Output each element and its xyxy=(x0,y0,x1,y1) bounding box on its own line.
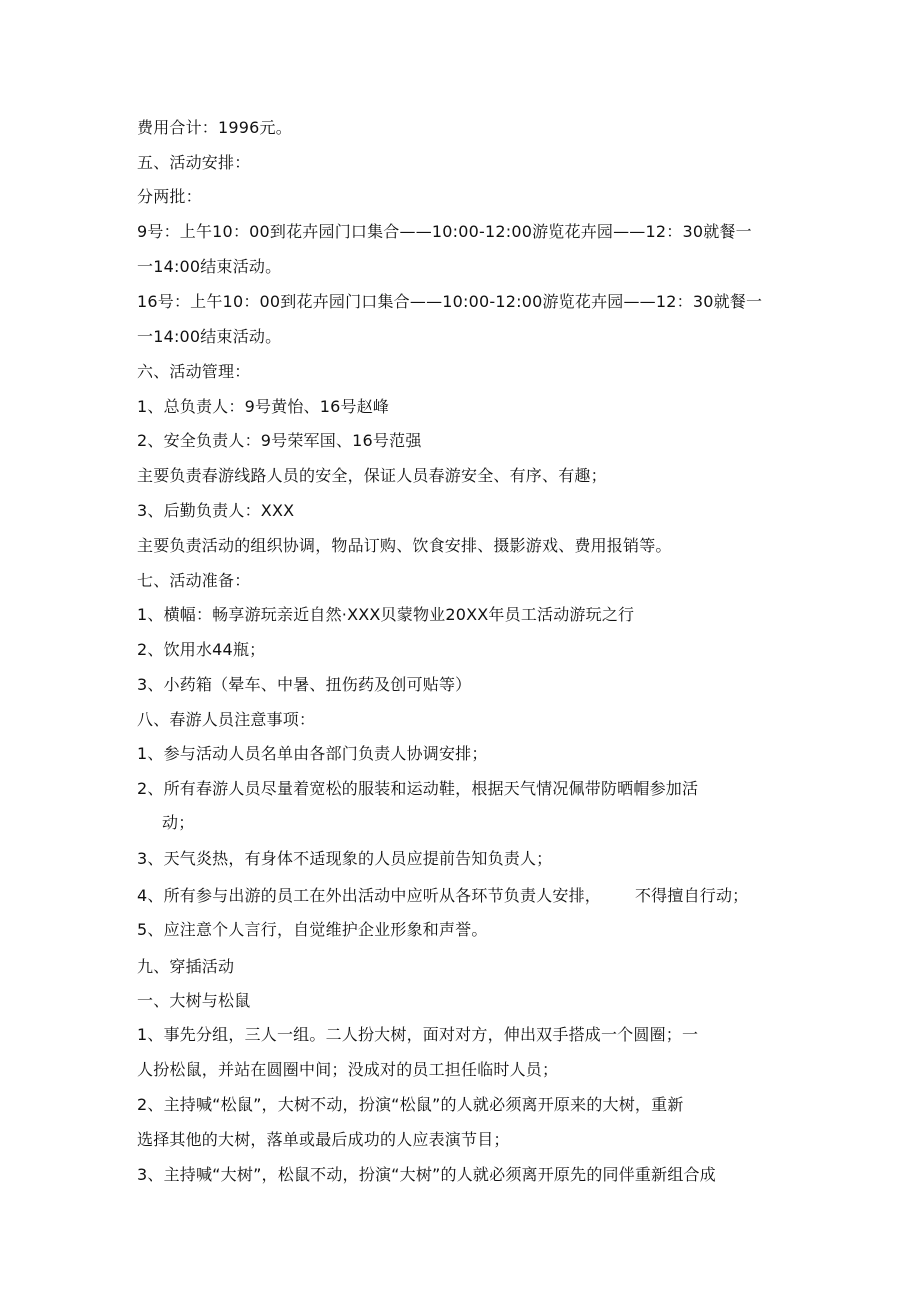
list-item: 2、所有春游人员尽量着宽松的服装和运动鞋，根据天气情况佩带防晒帽参加活 xyxy=(137,779,699,798)
text-line: 一14:00结束活动。 xyxy=(137,257,282,276)
list-item: 1、参与活动人员名单由各部门负责人协调安排； xyxy=(137,744,488,763)
list-item: 3、后勤负责人：XXX xyxy=(137,501,295,520)
text-line: 主要负责春游线路人员的安全，保证人员春游安全、有序、有趣； xyxy=(137,466,607,485)
text-line: 9号：上午10：00到花卉园门口集合——10:00-12:00游览花卉园——12：30就餐一 xyxy=(137,222,752,241)
section-heading: 一、大树与松鼠 xyxy=(137,991,251,1010)
list-item: 3、天气炎热，有身体不适现象的人员应提前告知负责人； xyxy=(137,849,553,868)
list-item: 5、应注意个人言行，自觉维护企业形象和声誉。 xyxy=(137,920,488,939)
list-item: 2、主持喊“松鼠”，大树不动，扮演“松鼠”的人就必须离开原来的大树，重新 xyxy=(137,1095,684,1114)
list-item xyxy=(137,885,748,907)
text-line: 动； xyxy=(162,813,195,832)
list-item: 1、事先分组，三人一组。二人扮大树，面对对方，伸出双手搭成一个圆圈；一 xyxy=(137,1025,699,1044)
list-item: 2、安全负责人：9号荣军国、16号范强 xyxy=(137,431,422,450)
text-line: 费用合计：1996元。 xyxy=(137,118,292,137)
list-item: 3、主持喊“大树”，松鼠不动，扮演“大树”的人就必须离开原先的同伴重新组合成 xyxy=(137,1165,716,1184)
section-heading: 七、活动准备： xyxy=(137,571,251,590)
text-line: 16号：上午10：00到花卉园门口集合——10:00-12:00游览花卉园——12：30就餐一 xyxy=(137,292,763,311)
text-line: 人扮松鼠，并站在圆圈中间；没成对的员工担任临时人员； xyxy=(137,1060,559,1079)
list-item: 1、总负责人：9号黄怡、16号赵峰 xyxy=(137,397,390,416)
list-item-text: 4、所有参与出游的员工在外出活动中应听从各环节负责人安排， xyxy=(137,886,601,905)
section-heading: 五、活动安排： xyxy=(137,153,251,172)
list-item-text: 不得擅自行动； xyxy=(634,886,749,905)
text-line: 一14:00结束活动。 xyxy=(137,327,282,346)
section-heading: 八、春游人员注意事项： xyxy=(137,710,316,729)
text-line: 分两批： xyxy=(137,187,202,206)
section-heading: 六、活动管理： xyxy=(137,362,251,381)
section-heading: 九、穿插活动 xyxy=(137,957,235,976)
list-item: 2、饮用水44瓶； xyxy=(137,640,266,659)
text-line: 主要负责活动的组织协调，物品订购、饮食安排、摄影游戏、费用报销等。 xyxy=(137,536,672,555)
list-item: 1、横幅：畅享游玩亲近自然·XXX贝蒙物业20XX年员工活动游玩之行 xyxy=(137,605,635,624)
text-line: 选择其他的大树，落单或最后成功的人应表演节目； xyxy=(137,1130,510,1149)
list-item: 3、小药箱（晕车、中暑、扭伤药及创可贴等） xyxy=(137,675,472,694)
